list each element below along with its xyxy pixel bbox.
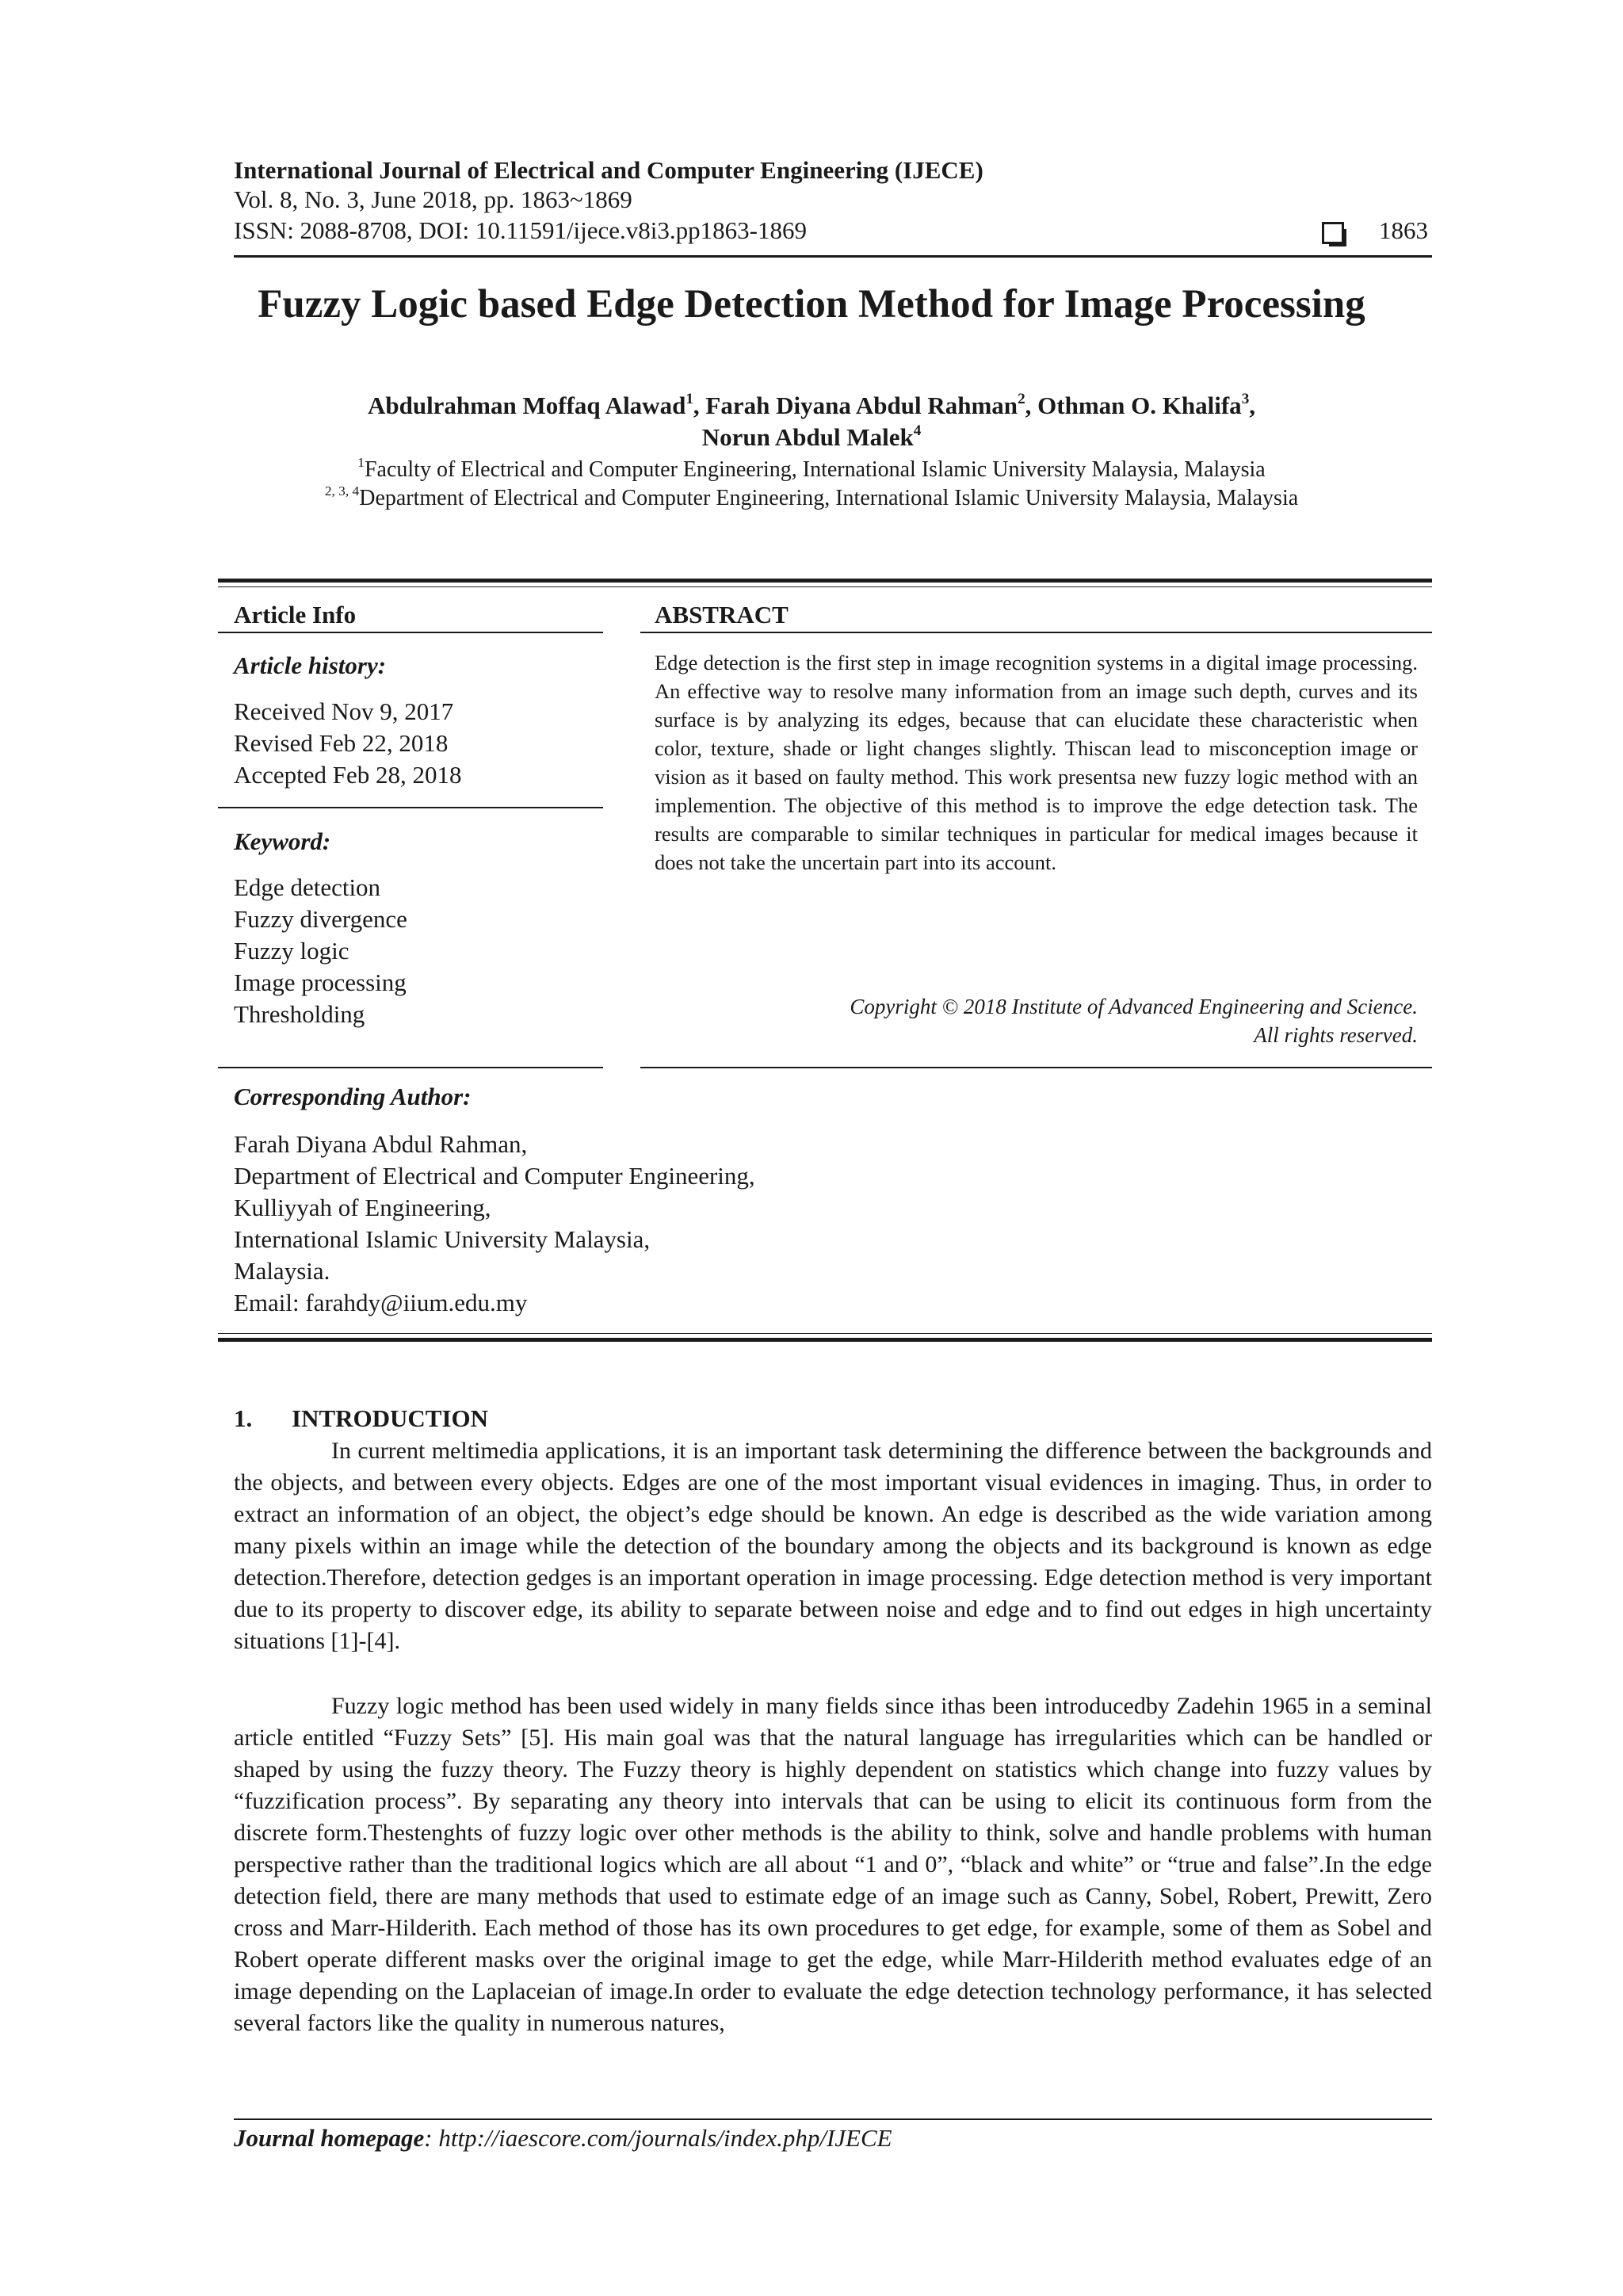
accepted-date: Accepted Feb 28, 2018 (234, 761, 462, 789)
history-heading: Article history: (234, 651, 387, 679)
revised-date: Revised Feb 22, 2018 (234, 729, 449, 757)
author-2-sup: 2 (1018, 390, 1025, 407)
corresponding-dept: Department of Electrical and Computer Engineering, (234, 1162, 755, 1190)
author-2: , Farah Diyana Abdul Rahman (693, 392, 1018, 419)
section-number: 1. (234, 1404, 253, 1432)
infobox-top-rule-thin (218, 586, 1432, 587)
issn-doi: ISSN: 2088-8708, DOI: 10.11591/ijece.v8i3.pp1863-1869 (234, 216, 807, 244)
corresponding-details (234, 1129, 755, 1319)
corresponding-name: Farah Diyana Abdul Rahman, (234, 1130, 528, 1158)
copyright-notice (655, 992, 1418, 1049)
journal-homepage (234, 2124, 892, 2153)
page-number: 1863 (1379, 216, 1428, 244)
author-3-tail: , (1249, 392, 1256, 419)
author-4: Norun Abdul Malek (701, 423, 914, 451)
history-list (234, 696, 462, 791)
corresponding-country: Malaysia. (234, 1257, 330, 1285)
corresponding-heading: Corresponding Author: (234, 1083, 472, 1110)
affiliation-1 (0, 454, 1623, 483)
footer-rule (234, 2118, 1432, 2120)
abstract-bottom-rule (640, 1067, 1432, 1068)
abstract-body: Edge detection is the first step in image recognition systems in a digital image processing. An effective way to resolve many information from an image such depth, curves and its surface is by analyzing its edges, because that can elucidate these characteristic when color, texture, shade or light changes slightly. Thiscan lead to misconception image or vision as it based on faulty method. This work presentsa new fuzzy logic method with an implemention. The objective of this method is to improve the edge detection task. The results are comparable to similar techniques in particular for medical images because it does not take the uncertain part into its account. (655, 651, 1418, 874)
authors-line-1 (0, 392, 1623, 420)
header-rule (234, 255, 1432, 258)
infobox-bottom-rule-thin (218, 1333, 1432, 1334)
author-3: , Othman O. Khalifa (1025, 392, 1242, 419)
received-date: Received Nov 9, 2017 (234, 697, 454, 725)
affiliation-1-text: Faculty of Electrical and Computer Engineering, International Islamic University Malaysia, Malaysia (364, 457, 1266, 482)
author-3-sup: 3 (1241, 390, 1250, 407)
keyword-item: Edge detection (234, 873, 381, 901)
keyword-list (234, 872, 407, 1030)
keyword-item: Image processing (234, 968, 407, 996)
abstract-heading: ABSTRACT (655, 601, 789, 628)
intro-paragraph-2: Fuzzy logic method has been used widely in many fields since ithas been introducedby Zadehin 1965 in a seminal article entitled “Fuzzy Sets” [5]. His main goal was that the natural language has irregularities which can be handled or shaped by using the fuzzy theory. The Fuzzy theory is highly dependent on statistics which change into fuzzy values by “fuzzification process”. By separating any theory into intervals that can be using to elicit its continuous form from the discrete form.Thestenghts of fuzzy logic over other methods is the ability to think, solve and handle problems with human perspective rather than the traditional logics which are all about “1 and 0”, “black and white” or “true and false”.In the edge detection field, there are many methods that used to estimate edge of an image such as Canny, Sobel, Robert, Prewitt, Zero cross and Marr-Hilderith. Each method of those has its own procedures to get edge, for example, some of them as Sobel and Robert operate different masks over the original image to get the edge, while Marr-Hilderith method evaluates edge of an image depending on the Laplaceian of image.In order to evaluate the edge detection technology performance, it has selected several factors like the quality in numerous natures, (234, 1693, 1432, 2036)
copyright-line-1: Copyright © 2018 Institute of Advanced Engineering and Science. (850, 995, 1418, 1018)
keyword-heading: Keyword: (234, 827, 331, 855)
corresponding-faculty: Kulliyyah of Engineering, (234, 1194, 491, 1221)
keyword-item: Fuzzy logic (234, 937, 349, 965)
author-4-sup: 4 (913, 422, 922, 439)
abstract-rule (640, 632, 1432, 633)
journal-name: International Journal of Electrical and Computer Engineering (IJECE) (234, 156, 983, 184)
author-1-sup: 1 (685, 390, 693, 407)
volume-info: Vol. 8, No. 3, June 2018, pp. 1863~1869 (234, 185, 632, 213)
affiliation-2-text: Department of Electrical and Computer Engineering, International Islamic University Malaysia, Malaysia (359, 486, 1299, 510)
keyword-item: Fuzzy divergence (234, 905, 407, 933)
homepage-link[interactable]: : http://iaescore.com/journals/index.php/IJECE (424, 2124, 892, 2152)
author-1: Abdulrahman Moffaq Alawad (367, 392, 686, 419)
affiliation-1-sup: 1 (357, 454, 365, 470)
infobox-bottom-rule (218, 1338, 1432, 1342)
corresponding-email: Email: farahdy@iium.edu.my (234, 1289, 528, 1316)
keyword-rule (218, 1067, 603, 1068)
authors-line-2 (0, 423, 1623, 452)
infobox-top-rule (218, 579, 1432, 583)
paper-title: Fuzzy Logic based Edge Detection Method for Image Processing (258, 282, 1365, 327)
section-heading: INTRODUCTION (292, 1404, 489, 1432)
intro-paragraph-1: In current meltimedia applications, it is an important task determining the difference between the backgrounds and the objects, and between every objects. Edges are one of the most important visual evidences in imaging. Thus, in order to extract an information of an object, the object’s edge should be known. An edge is described as the wide variation among many pixels within an image while the detection of the boundary among the objects and its background is known as edge detection.Therefore, detection gedges is an important operation in image processing. Edge detection method is very important due to its property to discover edge, its ability to separate between noise and edge and to find out edges in high uncertainty situations [1]-[4]. (234, 1438, 1432, 1654)
article-info-rule (218, 632, 603, 633)
article-info-heading: Article Info (234, 601, 357, 628)
affiliation-2-sup: 2, 3, 4 (324, 483, 360, 499)
keyword-item: Thresholding (234, 1000, 365, 1028)
homepage-label: Journal homepage (234, 2124, 425, 2152)
corresponding-university: International Islamic University Malaysia, (234, 1225, 651, 1253)
affiliation-2 (0, 483, 1623, 511)
history-rule (218, 807, 603, 808)
checkbox-icon (1322, 222, 1344, 244)
copyright-line-2: All rights reserved. (1254, 1023, 1418, 1047)
